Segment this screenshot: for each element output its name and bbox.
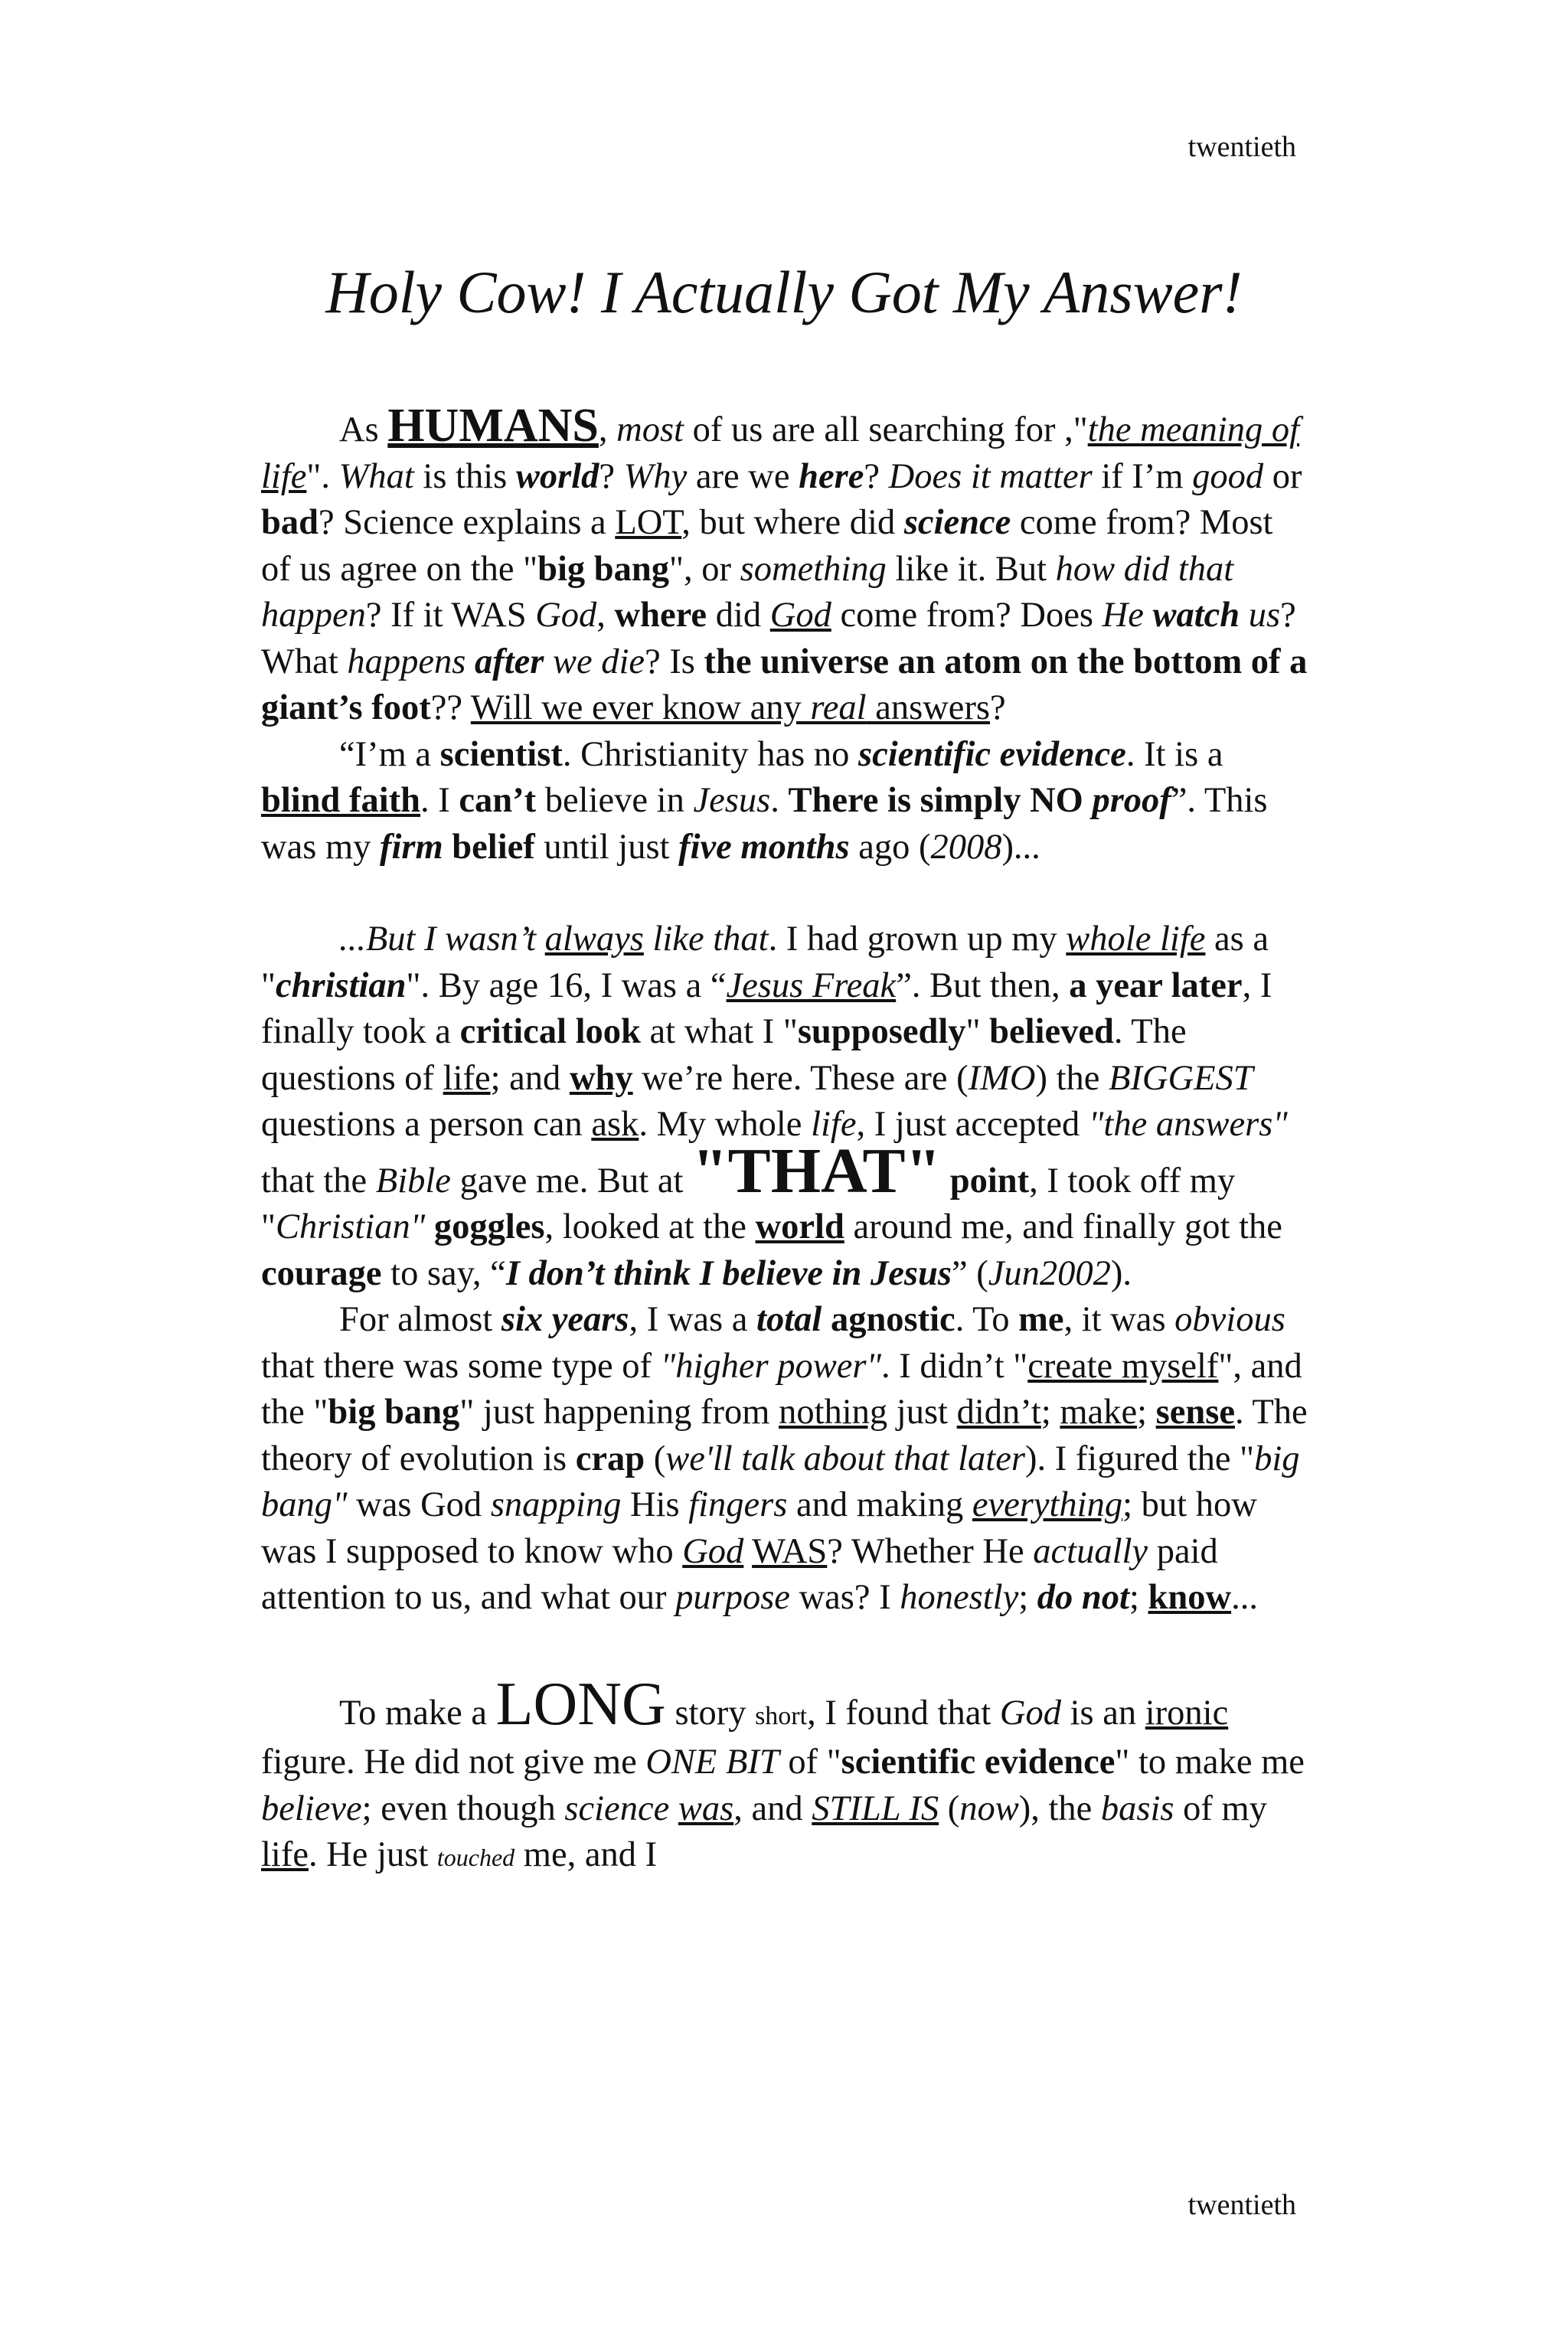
text-span: belief <box>452 827 535 867</box>
text-span: ? What <box>261 596 1296 681</box>
text-span: scientific evidence <box>858 734 1126 774</box>
text-span <box>1144 596 1153 635</box>
text-span: . <box>770 781 789 820</box>
text-span: ( <box>645 1439 666 1478</box>
text-span: watch <box>1152 596 1240 635</box>
text-span: snapping <box>490 1485 622 1524</box>
text-span: . My whole <box>639 1105 812 1144</box>
text-span: crap <box>575 1439 645 1478</box>
text-span: , I just accepted <box>856 1105 1089 1144</box>
text-span: whole life <box>1066 920 1206 959</box>
text-span: ask <box>591 1105 639 1144</box>
text-span: critical look <box>459 1012 641 1051</box>
text-span: ironic <box>1145 1693 1229 1733</box>
text-span: questions a person can <box>261 1105 592 1144</box>
emphasis-long: LONG <box>495 1670 666 1738</box>
paragraph-3 <box>261 916 1310 1297</box>
text-span: where <box>614 596 707 635</box>
text-span: , I finally took a <box>261 965 1272 1051</box>
text-span: IMO <box>968 1058 1036 1098</box>
text-span: ? <box>864 456 889 496</box>
paragraph-4 <box>261 1297 1310 1622</box>
text-span: nothing <box>779 1393 888 1432</box>
text-span: touched <box>436 1844 515 1871</box>
text-span: Jesus Freak <box>726 965 897 1005</box>
text-span: God <box>769 596 831 635</box>
text-span: , but where did <box>681 503 904 542</box>
text-span: ; and <box>490 1058 570 1098</box>
text-span: know <box>1148 1578 1232 1617</box>
text-span: science <box>564 1788 670 1828</box>
document-body <box>261 400 1310 1881</box>
text-span: believe <box>261 1788 362 1828</box>
text-span: There is simply NO <box>788 781 1083 820</box>
text-span: or <box>1263 456 1302 496</box>
page-title: Holy Cow! I Actually Got My Answer! <box>325 259 1243 325</box>
emphasis-humans: HUMANS <box>387 400 599 452</box>
text-span: life <box>443 1058 491 1098</box>
text-span: ? <box>990 688 1006 727</box>
text-span: ? Is <box>645 642 704 681</box>
text-span: at what I " <box>640 1012 798 1051</box>
text-span: 2008 <box>930 827 1002 867</box>
text-span: ? <box>599 456 624 496</box>
text-span: ? Whether He <box>827 1531 1034 1571</box>
text-span: point <box>949 1161 1030 1200</box>
text-span: can’t <box>459 781 537 820</box>
text-span: ?? <box>430 688 471 727</box>
text-span: six years <box>501 1300 629 1339</box>
text-span: the meaning of life <box>261 410 1300 496</box>
text-span: ". By age 16, I was a “ <box>406 965 727 1005</box>
text-span: sense <box>1155 1393 1235 1432</box>
text-span: didn’t <box>956 1393 1041 1432</box>
text-span: ; <box>1137 1393 1156 1432</box>
text-span: that the <box>261 1161 376 1200</box>
text-span: . The questions of <box>261 1012 1187 1098</box>
text-span: of my <box>1174 1788 1267 1828</box>
text-span: ; but how was I supposed to know who <box>261 1485 1257 1571</box>
text-span: make <box>1060 1393 1138 1432</box>
text-span: everything <box>972 1485 1123 1524</box>
text-span: . The theory of evolution is <box>261 1393 1308 1478</box>
text-span: Will we ever know any <box>470 688 811 727</box>
text-span: gave me. But at <box>450 1161 693 1200</box>
text-span: until just <box>534 827 679 867</box>
text-span: . It is a <box>1125 734 1223 774</box>
text-span: of us are all searching for ," <box>683 410 1088 449</box>
text-span: big bang" <box>261 1439 1300 1524</box>
text-span: )... <box>1001 827 1040 867</box>
text-span: if I’m <box>1092 456 1193 496</box>
text-span: . To <box>955 1300 1019 1339</box>
text-span: bad <box>261 503 318 542</box>
text-span: christian <box>275 965 407 1005</box>
text-span: world <box>515 456 599 496</box>
text-span: , it was <box>1063 1300 1175 1339</box>
text-span: ; <box>1129 1578 1148 1617</box>
text-span: story <box>665 1693 756 1733</box>
text-span <box>443 828 452 867</box>
text-span <box>466 642 475 681</box>
text-span: Why <box>623 456 688 496</box>
text-span: happens <box>347 642 466 681</box>
text-span: was? I <box>789 1578 900 1617</box>
text-span: God <box>682 1531 744 1571</box>
text-span: actually <box>1033 1531 1148 1571</box>
text-span: ; even though <box>361 1788 565 1828</box>
text-span: was God <box>347 1485 491 1524</box>
text-span: . I had grown up my <box>768 920 1067 959</box>
text-span: life <box>261 1835 309 1874</box>
text-span: me <box>1018 1300 1064 1339</box>
text-span: now <box>959 1788 1019 1828</box>
text-span: ; <box>1040 1393 1060 1432</box>
text-span: and making <box>787 1485 972 1524</box>
text-span: For almost <box>339 1300 501 1339</box>
text-span: agnostic <box>830 1300 956 1339</box>
paragraph-spacer <box>261 871 1310 916</box>
text-span: " <box>965 1012 990 1051</box>
text-span: STILL IS <box>812 1788 939 1828</box>
text-span: real <box>810 688 867 727</box>
text-span: we’re here. These are ( <box>632 1058 969 1098</box>
text-span: of " <box>779 1743 841 1782</box>
text-span: scientific evidence <box>841 1743 1116 1782</box>
text-span: ; <box>1018 1578 1037 1617</box>
text-span: ". <box>306 456 339 496</box>
text-span: To make a <box>339 1693 496 1733</box>
text-span: ", and the " <box>261 1346 1302 1432</box>
text-span: LOT <box>615 503 682 542</box>
text-span: As <box>339 410 388 449</box>
text-span: purpose <box>675 1578 790 1617</box>
text-span: always <box>544 920 644 959</box>
text-span: Bible <box>375 1161 451 1200</box>
text-span: are we <box>687 456 799 496</box>
text-span: obvious <box>1174 1300 1285 1339</box>
text-span: to say, “ <box>381 1253 506 1293</box>
paragraph-5 <box>261 1670 1310 1881</box>
text-span: paid attention to us, and what our <box>261 1531 1218 1617</box>
text-span: total <box>756 1300 822 1339</box>
text-span: scientist <box>439 734 563 774</box>
text-span: " just happening from <box>459 1393 779 1432</box>
text-span: big bang <box>537 549 670 589</box>
text-span: ? If it WAS <box>365 596 536 635</box>
text-span: answers <box>866 688 991 727</box>
text-span: like it. But <box>886 549 1056 589</box>
text-span: . He just <box>308 1835 437 1874</box>
text-span: Jesus <box>693 781 771 820</box>
text-span: that there was some type of <box>261 1346 661 1386</box>
text-span <box>941 1161 950 1200</box>
text-span: we die <box>552 642 645 681</box>
text-span: What <box>338 456 414 496</box>
text-span: I don’t think I believe in Jesus <box>505 1253 952 1293</box>
text-span: is an <box>1060 1693 1145 1733</box>
text-span: , <box>596 596 615 635</box>
text-span: . Christianity has no <box>562 734 859 774</box>
text-span: ). I figured the " <box>1024 1439 1255 1478</box>
text-span: come from? Does <box>831 596 1102 635</box>
text-span: come from? Most of us agree on the " <box>261 503 1273 589</box>
text-span: , I was a <box>629 1300 757 1339</box>
text-span: ( <box>939 1788 960 1828</box>
text-span: figure. He did not give me <box>261 1743 646 1782</box>
text-span: just <box>887 1393 957 1432</box>
text-span: most <box>616 410 684 449</box>
text-span: short <box>755 1701 808 1730</box>
text-span: around me, and finally got the <box>844 1207 1282 1246</box>
text-span <box>425 1207 434 1246</box>
text-span: His <box>621 1485 689 1524</box>
paragraph-2 <box>261 732 1310 871</box>
text-span: God <box>999 1693 1061 1733</box>
text-span: “I’m a <box>339 734 440 774</box>
text-span: ago ( <box>849 827 931 867</box>
text-span: create myself <box>1027 1346 1219 1386</box>
text-span: was <box>678 1788 734 1828</box>
text-span: why <box>569 1058 633 1098</box>
text-span: fingers <box>688 1485 788 1524</box>
text-span: the universe an atom on the bottom of a giant’s foot <box>261 642 1308 727</box>
text-span: ) the <box>1035 1058 1109 1098</box>
text-span: ... <box>1231 1578 1258 1617</box>
text-span: , looked at the <box>544 1207 756 1246</box>
text-span: is this <box>413 456 516 496</box>
text-span: here <box>799 456 864 496</box>
paragraph-spacer <box>261 1622 1310 1681</box>
text-span: . I didn’t " <box>881 1346 1028 1386</box>
text-span: do not <box>1037 1578 1129 1617</box>
text-span: , I took off my " <box>261 1161 1236 1246</box>
text-span: supposedly <box>797 1012 966 1051</box>
text-span: Jun2002 <box>988 1253 1111 1293</box>
text-span: ONE BIT <box>645 1743 779 1782</box>
text-span: believe in <box>536 781 694 820</box>
text-span: after <box>474 642 544 681</box>
text-span: "higher power" <box>660 1346 882 1386</box>
text-span: did <box>707 596 770 635</box>
text-span: we'll talk about that later <box>665 1439 1025 1478</box>
text-span: honestly <box>900 1578 1019 1617</box>
text-span: courage <box>261 1253 382 1293</box>
text-span: , <box>598 410 617 449</box>
text-span: world <box>755 1207 844 1246</box>
text-span: ”. This was my <box>261 781 1268 867</box>
text-span: ). <box>1110 1253 1132 1293</box>
text-span: , and <box>733 1788 812 1828</box>
text-span <box>1083 781 1093 820</box>
text-span: ”. But then, <box>896 965 1070 1005</box>
text-span: Christian" <box>275 1207 426 1246</box>
text-span: He <box>1102 596 1144 635</box>
text-span: ? Science explains a <box>318 503 616 542</box>
text-span: me, and I <box>514 1835 658 1874</box>
text-span: firm <box>380 827 443 867</box>
page-footer: twentieth <box>1187 2189 1296 2221</box>
text-span: five months <box>678 827 850 867</box>
text-span: proof <box>1092 781 1171 820</box>
text-span: WAS <box>752 1531 828 1571</box>
text-span: how did that happen <box>261 549 1234 635</box>
paragraph-1 <box>261 400 1310 732</box>
text-span: blind faith <box>261 781 421 820</box>
text-span: goggles <box>433 1207 545 1246</box>
text-span: , I found that <box>807 1693 1000 1733</box>
text-span: ", or <box>669 549 740 589</box>
text-span: ), the <box>1018 1788 1101 1828</box>
text-span: BIGGEST <box>1109 1058 1253 1098</box>
text-span <box>669 1789 678 1828</box>
text-span: like that <box>643 920 769 959</box>
text-span <box>743 1532 752 1571</box>
text-span: Does it matter <box>888 456 1093 496</box>
text-span: " to make me <box>1115 1743 1305 1782</box>
text-span <box>544 642 553 681</box>
text-span: life <box>811 1105 857 1144</box>
text-span: us <box>1248 596 1281 635</box>
text-span: ” ( <box>951 1253 988 1293</box>
text-span: a year later <box>1069 965 1243 1005</box>
text-span: "the answers" <box>1088 1105 1288 1144</box>
text-span: God <box>535 596 597 635</box>
emphasis-that: "THAT" <box>692 1135 942 1207</box>
text-span: science <box>903 503 1011 542</box>
text-span: as a " <box>261 920 1269 1005</box>
text-span: basis <box>1100 1788 1174 1828</box>
text-span: ...But I wasn’t <box>339 920 545 959</box>
text-span: . I <box>420 781 459 820</box>
text-span <box>822 1300 831 1339</box>
page-header: twentieth <box>1187 131 1296 163</box>
text-span: something <box>740 549 887 589</box>
text-span <box>1240 596 1249 635</box>
text-span: big bang <box>328 1393 460 1432</box>
text-span: believed <box>989 1012 1114 1051</box>
text-span: good <box>1192 456 1264 496</box>
